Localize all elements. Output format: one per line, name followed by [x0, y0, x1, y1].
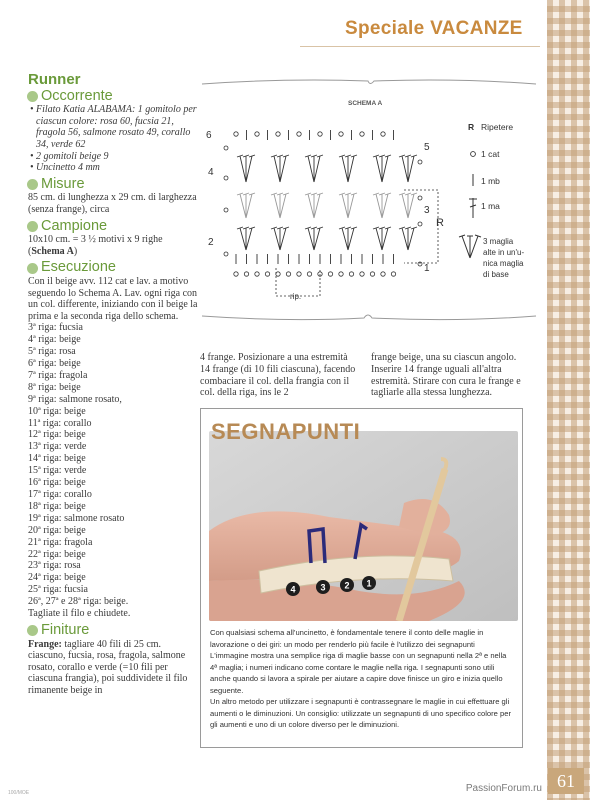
- chart-marks: [224, 130, 422, 276]
- schema-top-bracket: [202, 80, 536, 84]
- marker-number-label: 3: [320, 582, 326, 593]
- row-instruction: 24ª riga: beige: [28, 572, 86, 584]
- cluster-stitch-mark: [274, 156, 280, 182]
- row-instruction: 10ª riga: beige: [28, 405, 86, 417]
- row-number: 2: [208, 237, 214, 248]
- legend-symbol: R: [468, 122, 475, 132]
- cluster-stitch-mark: [376, 194, 382, 218]
- repeat-mark: R: [436, 217, 444, 229]
- row-instruction: Tagliate il filo e chiudete.: [28, 608, 131, 620]
- cluster-stitch-mark: [348, 194, 354, 218]
- cluster-stitch-mark: [402, 194, 408, 218]
- chain-stitch-mark: [255, 132, 259, 136]
- legend-label: 3 maglia alte in un'u-nica maglia di base: [483, 237, 525, 279]
- cluster-stitch-mark: [308, 194, 314, 218]
- cluster-stitch-mark: [246, 194, 252, 218]
- chain-stitch-mark: [339, 132, 343, 136]
- row-instruction: 15ª riga: verde: [28, 465, 87, 477]
- cluster-stitch-mark: [246, 228, 252, 250]
- segnapunti-box: [200, 408, 523, 748]
- row-instruction: 3ª riga: fucsia: [28, 322, 83, 334]
- chain-stitch-mark: [297, 272, 301, 276]
- cluster-stitch-mark: [280, 194, 286, 218]
- finiture-text: Frange: tagliare 40 fili di 25 cm. ciascuno, fucsia, rosa, fragola, salmone rosato, corallo e verde (=10 fili per ciascuna frangia), poi suddividete il filo rimanente beige in: [28, 638, 188, 696]
- finiture-heading: Finiture: [27, 625, 198, 637]
- hand-crochet-photo: [209, 431, 518, 621]
- cluster-stitch-mark: [408, 156, 414, 182]
- row-number: 1: [424, 263, 430, 274]
- cluster-stitch-mark: [408, 194, 414, 218]
- cluster-stitch-mark: [376, 228, 382, 250]
- watermark: PassionForum.ru: [465, 783, 542, 794]
- left-column: [28, 71, 198, 697]
- occorrente-item: • Filato Katia ALABAMA: 1 gomitolo per ciascun colore: rosa 60, fucsia 21, fragola 56, salmone rosato 49, corallo 34, verde 62: [30, 104, 197, 150]
- turning-chain-mark: [224, 146, 228, 150]
- cluster-stitch-mark: [348, 228, 354, 250]
- cluster-stitch-mark: [240, 156, 246, 182]
- bullet-dot-icon: [27, 263, 38, 274]
- chain-stitch-mark: [276, 272, 280, 276]
- schema-bottom-bracket: [202, 315, 536, 320]
- chain-stitch-mark: [360, 132, 364, 136]
- chain-stitch-mark: [307, 272, 311, 276]
- campione-text: 10x10 cm. = 3 ½ motivi x 9 righe (Schema A): [28, 234, 163, 257]
- segnapunti-title: SEGNAPUNTI: [211, 419, 361, 444]
- cluster-stitch-mark: [314, 156, 320, 182]
- schema-a-diagram: [198, 78, 541, 328]
- photo-illustration: [209, 431, 518, 621]
- cluster-stitch-mark: [348, 156, 354, 182]
- bullet-dot-icon: [27, 625, 38, 636]
- legend-cluster-icon: [459, 235, 481, 258]
- segnapunti-paragraph: Con qualsiasi schema all'uncinetto, è fondamentale tenere il conto delle maglie in lavorazione o dei giri: un modo per renderlo più facile è l'utilizzo dei segnapunti L'immagine mostra una semplice riga di maglie basse con un segnapunti nella 2ª e nella 4ª maglia; i numeri indicano come contare le maglie nella riga. I segnapunti sono utili anche quando si lavora a spirale per aiutare a capire dove finisce un giro e inizia quello seguente.: [210, 628, 507, 695]
- chain-stitch-mark: [318, 132, 322, 136]
- row-number: 4: [208, 167, 214, 178]
- row-number: 6: [206, 130, 212, 141]
- row-instruction: 17ª riga: corallo: [28, 488, 92, 500]
- chain-stitch-mark: [360, 272, 364, 276]
- row-instruction: 8ª riga: beige: [28, 381, 81, 393]
- chain-stitch-mark: [381, 132, 385, 136]
- row-number: 5: [424, 142, 430, 153]
- chain-stitch-mark: [349, 272, 353, 276]
- row-instruction: 4ª riga: beige: [28, 334, 81, 346]
- chain-stitch-mark: [391, 272, 395, 276]
- chain-stitch-mark: [328, 272, 332, 276]
- row-instruction: 5ª riga: rosa: [28, 346, 76, 358]
- turning-chain-mark: [224, 208, 228, 212]
- cluster-stitch-mark: [342, 228, 348, 250]
- cluster-stitch-mark: [280, 156, 286, 182]
- bullet-dot-icon: [27, 179, 38, 190]
- cluster-stitch-mark: [382, 156, 388, 182]
- row-instruction: 25ª riga: fucsia: [28, 584, 88, 596]
- marker-number-label: 1: [366, 578, 372, 589]
- cluster-stitch-mark: [376, 156, 382, 182]
- row-number: 3: [424, 205, 430, 216]
- legend: [459, 122, 524, 279]
- cluster-stitch-mark: [314, 228, 320, 250]
- cluster-stitch-mark: [408, 228, 414, 250]
- repeat-dashed-box: [404, 190, 438, 263]
- row-instruction: 11ª riga: corallo: [28, 417, 92, 429]
- chain-stitch-mark: [286, 272, 290, 276]
- legend-cat-icon: [471, 152, 476, 157]
- occorrente-item: • Uncinetto 4 mm: [30, 162, 100, 174]
- turning-chain-mark: [224, 252, 228, 256]
- row-instruction: 23ª riga: rosa: [28, 560, 81, 572]
- segnapunti-paragraph: Un altro metodo per utilizzare i segnapunti è contrassegnare le maglie in cui effettuare gli aumenti o le diminuzioni. Un consiglio: utilizzate un segnapunti di uno specifico colore per gli aumenti e uno di un colore diverso per le diminuzioni.: [210, 697, 511, 729]
- row-instruction: 13ª riga: verde: [28, 441, 87, 453]
- rip-label: rip.: [290, 292, 302, 301]
- cluster-stitch-mark: [402, 228, 408, 250]
- occorrente-item: • 2 gomitoli beige 9: [30, 150, 109, 162]
- cluster-stitch-mark: [308, 228, 314, 250]
- legend-label: 1 ma: [481, 201, 500, 211]
- cluster-stitch-mark: [382, 194, 388, 218]
- turning-chain-mark: [224, 176, 228, 180]
- turning-chain-mark: [418, 222, 422, 226]
- turning-chain-mark: [418, 196, 422, 200]
- campione-heading: Campione: [27, 221, 198, 233]
- chain-stitch-mark: [381, 272, 385, 276]
- page-header-title: Speciale VACANZE: [345, 18, 523, 39]
- row-instruction: 14ª riga: beige: [28, 453, 86, 465]
- marker-number-label: 4: [290, 584, 296, 595]
- continuation-col-1: 4 frange. Posizionare a una estremità 14 frange (di 10 fili ciascuna), facendo combaciare il col. della frangia con il col. della riga, ins le 2: [200, 352, 356, 399]
- cluster-stitch-mark: [402, 156, 408, 182]
- row-instruction: 26ª, 27ª e 28ª riga: beige.: [28, 596, 129, 608]
- chain-stitch-mark: [276, 132, 280, 136]
- row-instruction: 19ª riga: salmone rosato: [28, 512, 125, 524]
- continuation-col-2: frange beige, una su ciascun angolo. Inserire 14 frange uguali all'altra estremità. Stirare con cura le frange e tagliarle alla stessa lunghezza.: [371, 352, 521, 399]
- cluster-stitch-mark: [314, 194, 320, 218]
- cluster-stitch-mark: [308, 156, 314, 182]
- segnapunti-text: [210, 627, 515, 731]
- esecuzione-intro: Con il beige avv. 112 cat e lav. a motivo seguendo lo Schema A. Lav. ogni riga con un col. differente, iniziando con il beige la prima e la seconda riga dello schema.: [28, 275, 198, 322]
- chain-stitch-mark: [255, 272, 259, 276]
- chain-stitch-mark: [234, 272, 238, 276]
- occorrente-heading: Occorrente: [27, 91, 198, 103]
- row-instruction: 20ª riga: beige: [28, 524, 86, 536]
- page-number: 61: [548, 768, 584, 794]
- cluster-stitch-mark: [382, 228, 388, 250]
- row-instruction: 7ª riga: fragola: [28, 369, 88, 381]
- row-instruction: 18ª riga: beige: [28, 500, 86, 512]
- cluster-stitch-mark: [280, 228, 286, 250]
- cluster-stitch-mark: [342, 194, 348, 218]
- gingham-border: [547, 0, 590, 800]
- row-instruction: 22ª riga: beige: [28, 548, 86, 560]
- marker-number-label: 2: [344, 580, 350, 591]
- project-title: Runner: [28, 71, 81, 88]
- turning-chain-mark: [418, 160, 422, 164]
- esecuzione-heading: Esecuzione: [27, 262, 198, 274]
- row-instruction: 12ª riga: beige: [28, 429, 86, 441]
- row-instruction: 6ª riga: beige: [28, 358, 81, 369]
- cluster-stitch-mark: [246, 156, 252, 182]
- header-rule: [300, 46, 540, 47]
- bullet-dot-icon: [27, 221, 38, 232]
- cluster-stitch-mark: [240, 194, 246, 218]
- cluster-stitch-mark: [274, 228, 280, 250]
- chain-stitch-mark: [297, 132, 301, 136]
- chain-stitch-mark: [339, 272, 343, 276]
- chain-stitch-mark: [234, 132, 238, 136]
- cluster-stitch-mark: [274, 194, 280, 218]
- legend-label: 1 cat: [481, 149, 500, 159]
- row-list: [28, 322, 198, 620]
- row-instruction: 16ª riga: beige: [28, 477, 86, 489]
- schema-title: SCHEMA A: [348, 100, 383, 107]
- cluster-stitch-mark: [240, 228, 246, 250]
- misure-heading: Misure: [27, 179, 198, 191]
- chain-stitch-mark: [265, 272, 269, 276]
- legend-label: 1 mb: [481, 176, 500, 186]
- chain-stitch-mark: [370, 272, 374, 276]
- legend-label: Ripetere: [481, 122, 514, 132]
- misure-text: 85 cm. di lunghezza x 29 cm. di larghezza (senza frange), circa: [28, 192, 197, 215]
- bullet-dot-icon: [27, 91, 38, 102]
- row-instruction: 21ª riga: fragola: [28, 536, 93, 548]
- cluster-stitch-mark: [342, 156, 348, 182]
- chain-stitch-mark: [244, 272, 248, 276]
- row-instruction: 9ª riga: salmone rosato,: [28, 393, 122, 405]
- footer-tag: 100/MOE: [8, 790, 30, 796]
